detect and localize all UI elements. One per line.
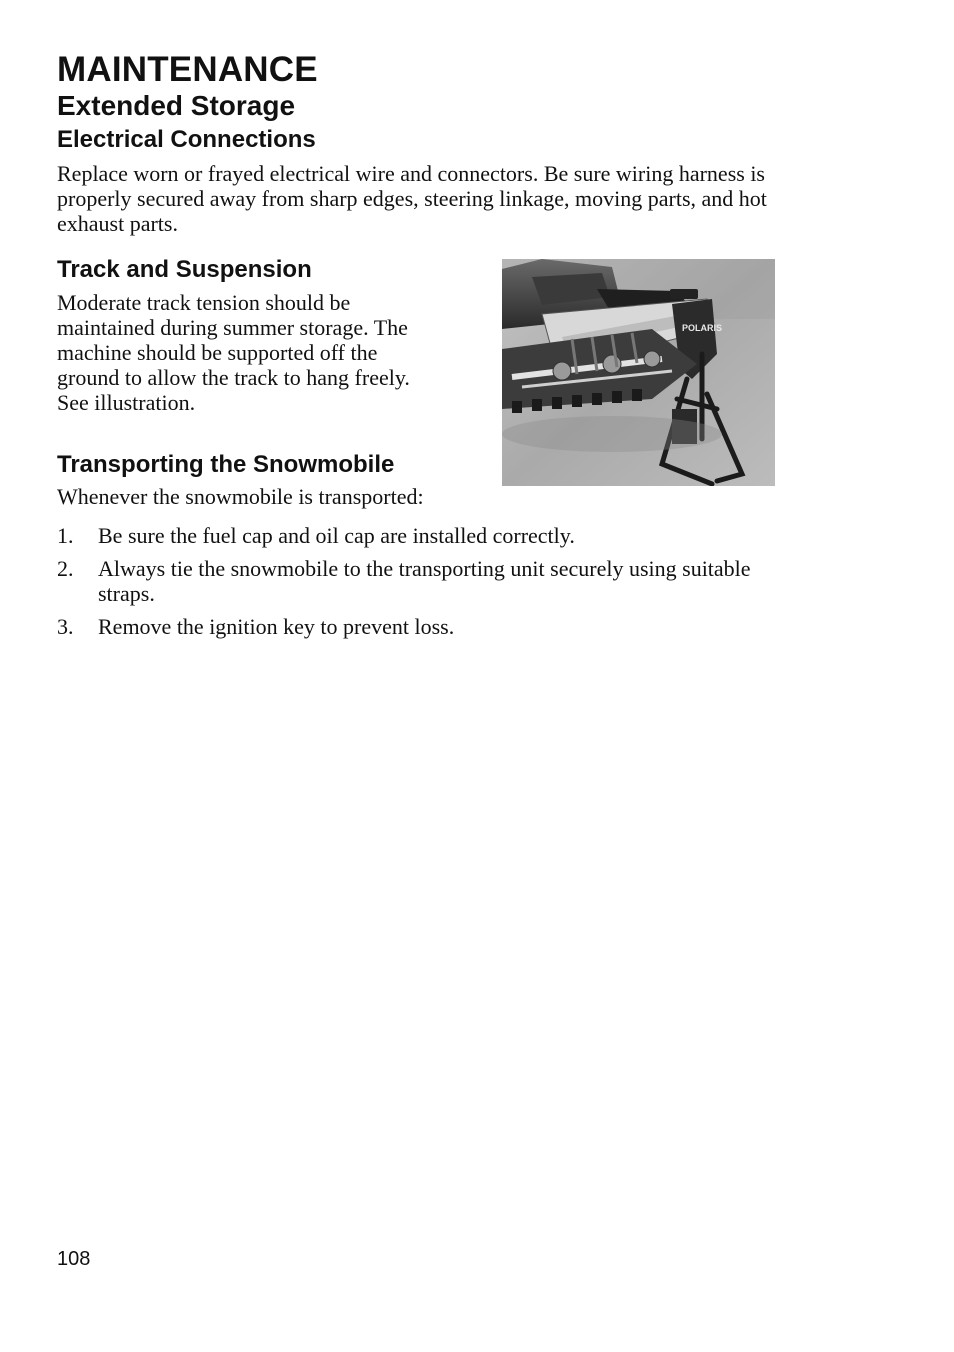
track-suspension-heading: Track and Suspension	[57, 256, 312, 283]
page-title: MAINTENANCE	[57, 50, 318, 89]
list-item	[57, 614, 777, 639]
step-text: Be sure the fuel cap and oil cap are installed correctly.	[98, 523, 575, 548]
track-suspension-text: Moderate track tension should be maintained during summer storage. The machine should be supported off the ground to allow the track to hang freely. See illustration.	[57, 290, 410, 415]
electrical-connections-heading: Electrical Connections	[57, 126, 316, 153]
brand-decal: POLARIS	[682, 323, 723, 333]
step-number: 3.	[57, 614, 74, 639]
snowmobile-on-stand-photo	[502, 259, 775, 486]
transporting-intro-text: Whenever the snowmobile is transported:	[57, 484, 424, 509]
step-text: Always tie the snowmobile to the transporting unit securely using suitable straps.	[98, 556, 751, 606]
step-number: 1.	[57, 523, 74, 548]
transport-steps-list	[57, 523, 777, 647]
page-number: 108	[57, 1248, 91, 1270]
section-title: Extended Storage	[57, 90, 296, 121]
electrical-connections-text: Replace worn or frayed electrical wire and connectors. Be sure wiring harness is properly secured away from sharp edges, steering linkage, moving parts, and hot exhaust parts.	[57, 161, 767, 236]
transporting-snowmobile-heading: Transporting the Snowmobile	[57, 451, 395, 478]
list-item	[57, 556, 777, 606]
step-text: Remove the ignition key to prevent loss.	[98, 614, 455, 639]
list-item	[57, 523, 777, 548]
step-number: 2.	[57, 556, 74, 581]
